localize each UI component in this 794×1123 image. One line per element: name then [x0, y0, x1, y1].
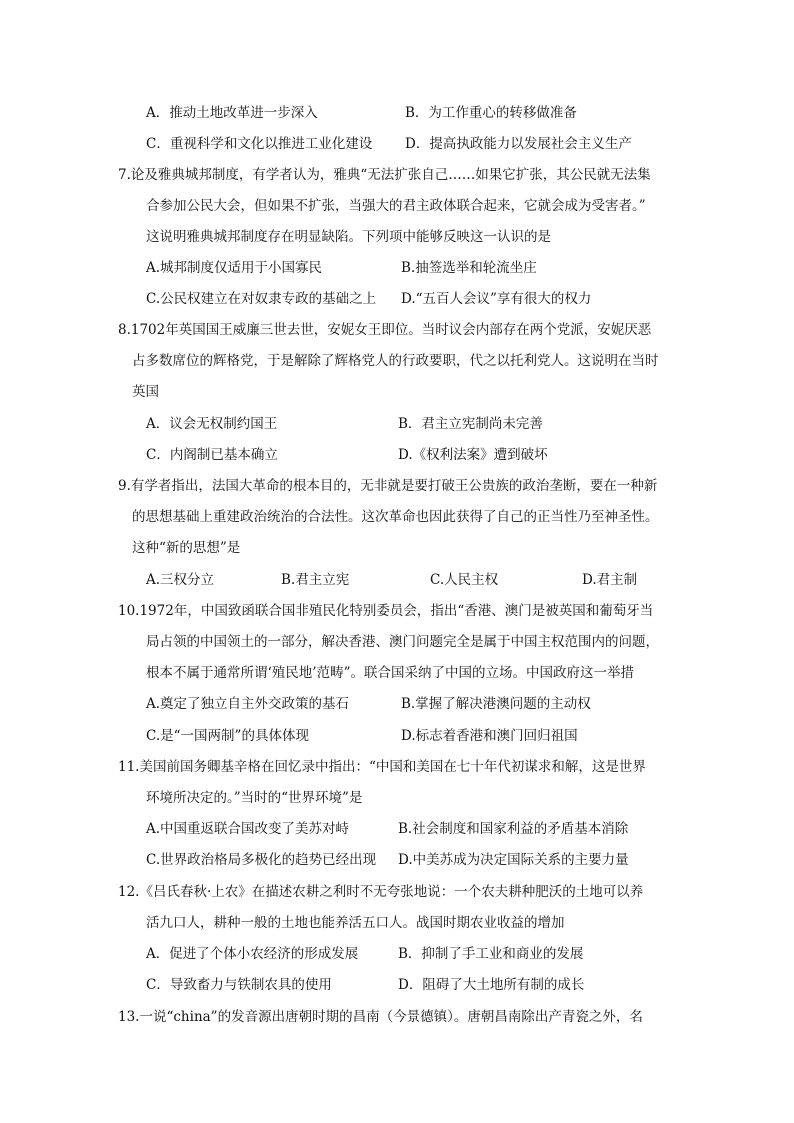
q9-option-a: A.三权分立 — [146, 572, 215, 588]
q6-option-d: D．提高执政能力以发展社会主义生产 — [405, 136, 632, 152]
q12-option-c: C．导致畜力与铁制农具的使用 — [146, 977, 332, 993]
q7-option-c: C.公民权建立在对奴隶专政的基础之上 — [146, 291, 377, 307]
q7-option-d: D.“五百人会议”享有很大的权力 — [401, 291, 592, 307]
q11-option-a: A.中国重返联合国改变了美苏对峙 — [146, 821, 350, 837]
q11-stem-line-1: 11.美国前国务卿基辛格在回忆录中指出：“中国和美国在七十年代初谋求和解，这是世界 — [118, 759, 646, 775]
q6-option-c: C．重视科学和文化以推进工业化建设 — [146, 136, 373, 152]
q11-option-c: C.世界政治格局多极化的趋势已经出现 — [146, 852, 377, 868]
q6-option-a: A．推动土地改革进一步深入 — [146, 105, 318, 121]
q13-stem-line-1: 13.一说“china”的发音源出唐朝时期的昌南（今景德镇）。唐朝昌南除出产青瓷之外，名 — [118, 1009, 643, 1025]
q11-option-b: B.社会制度和国家利益的矛盾基本消除 — [398, 821, 629, 837]
q9-option-b: B.君主立宪 — [281, 572, 350, 588]
q8-option-d: D.《权利法案》遭到破坏 — [398, 447, 548, 463]
q8-stem-line-2: 占多数席位的辉格党，于是解除了辉格党人的行政要职，代之以托利党人。这说明在当时 — [132, 353, 659, 369]
q8-stem-line-3: 英国 — [132, 384, 159, 400]
q8-stem-line-1: 8.1702年英国国王威廉三世去世，安妮女王即位。当时议会内部存在两个党派，安妮厌恶 — [118, 322, 652, 338]
q10-stem-line-1: 10.1972年，中国致函联合国非殖民化特别委员会，指出“香港、澳门是被英国和葡萄牙当 — [118, 603, 654, 619]
q6-option-b: B．为工作重心的转移做准备 — [405, 105, 577, 121]
q10-option-b: B.掌握了解决港澳问题的主动权 — [401, 696, 591, 712]
q7-stem-line-2: 合参加公民大会，但如果不扩张，当强大的君主政体联合起来，它就会成为受害者。” — [146, 198, 646, 214]
q10-stem-line-2: 局占领的中国领土的一部分，解决香港、澳门问题完全是属于中国主权范围内的问题， — [146, 634, 659, 650]
q12-stem-line-2: 活九口人，耕种一般的土地也能养活五口人。战国时期农业收益的增加 — [146, 915, 565, 931]
q7-option-b: B.抽签选举和轮流坐庄 — [401, 260, 537, 276]
q10-stem-line-3: 根本不属于通常所谓‘殖民地’范畴”。联合国采纳了中国的立场。中国政府这一举措 — [146, 665, 634, 681]
q8-option-a: A．议会无权制约国王 — [146, 416, 278, 432]
q10-option-a: A.奠定了独立自主外交政策的基石 — [146, 696, 350, 712]
q8-option-c: C．内阁制已基本确立 — [146, 447, 278, 463]
q9-stem-line-2: 的思想基础上重建政治统治的合法性。这次革命也因此获得了自己的正当性乃至神圣性。 — [132, 509, 659, 525]
q9-option-d: D.君主制 — [582, 572, 638, 588]
q12-option-d: D．阻碍了大土地所有制的成长 — [398, 977, 585, 993]
q11-option-d: D.中美苏成为决定国际关系的主要力量 — [398, 852, 629, 868]
q7-stem-line-3: 这说明雅典城邦制度存在明显缺陷。下列项中能够反映这一认识的是 — [146, 229, 551, 245]
q12-stem-line-1: 12.《吕氏春秋·上农》在描述农耕之利时不无夸张地说：一个农夫耕种肥沃的土地可以养 — [118, 884, 644, 900]
q7-option-a: A.城邦制度仅适用于小国寡民 — [146, 260, 323, 276]
q9-option-c: C.人民主权 — [430, 572, 499, 588]
q12-option-b: B．抑制了手工业和商业的发展 — [398, 946, 584, 962]
q10-option-d: D.标志着香港和澳门回归祖国 — [401, 728, 578, 744]
q7-stem-line-1: 7.论及雅典城邦制度，有学者认为，雅典“无法扩张自己……如果它扩张，其公民就无法集 — [118, 167, 651, 183]
q9-stem-line-3: 这种“新的思想”是 — [132, 540, 241, 556]
q10-option-c: C.是“一国两制”的具体体现 — [146, 728, 309, 744]
q9-stem-line-1: 9.有学者指出，法国大革命的根本目的，无非就是要打破王公贵族的政治垄断，要在一种新 — [118, 478, 658, 494]
q12-option-a: A．促进了个体小农经济的形成发展 — [146, 946, 359, 962]
q8-option-b: B．君主立宪制尚未完善 — [398, 416, 543, 432]
q11-stem-line-2: 环境所决定的。”当时的“世界环境”是 — [146, 790, 363, 806]
